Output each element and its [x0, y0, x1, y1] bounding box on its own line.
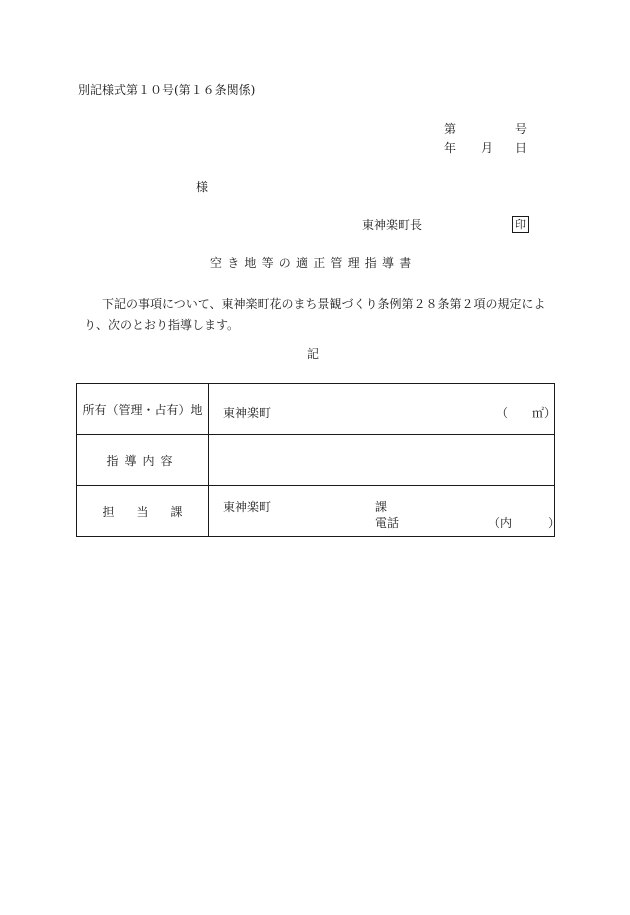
guidance-label-cell [77, 435, 209, 486]
issuer-name: 東神楽町長 [362, 218, 423, 232]
table-row-property [77, 384, 555, 435]
table-row-guidance [77, 435, 555, 486]
table-row-department [77, 486, 555, 537]
ki-heading: 記 [307, 347, 320, 361]
property-label: 所有（管理・占有）地 [82, 402, 203, 417]
recipient-honorific: 様 [196, 180, 209, 194]
guidance-value-cell [209, 435, 555, 486]
body-paragraph: 下記の事項について、東神楽町花のまち景観づくり条例第２８条第２項の規定により、次のとおり指導します。 [84, 297, 546, 332]
guidance-label: 指導内容 [106, 453, 179, 468]
property-value-cell [209, 384, 555, 435]
details-table [76, 383, 561, 537]
department-town: 東神楽町 [223, 500, 272, 514]
property-label-cell [77, 384, 209, 435]
form-number: 別記様式第１０号(第１６条関係) [78, 83, 256, 97]
seal-stamp: 印 [512, 216, 529, 233]
property-town: 東神楽町 [223, 406, 272, 420]
department-label-cell [77, 486, 209, 537]
date-year-label: 年 [444, 141, 457, 155]
department-label: 担当課 [102, 504, 205, 519]
document-title: 空き地等の適正管理指導書 [210, 256, 417, 270]
property-area-unit: （ ㎡） [496, 406, 557, 420]
document-number-prefix: 第 [444, 122, 457, 136]
document-number-suffix: 号 [515, 122, 528, 136]
department-value-cell [209, 486, 561, 537]
date-day-label: 日 [515, 141, 528, 155]
department-phone-label: 電話 [375, 516, 400, 530]
department-ka: 課 [375, 500, 388, 514]
department-extension: （内 ） [488, 516, 561, 530]
date-month-label: 月 [481, 141, 494, 155]
